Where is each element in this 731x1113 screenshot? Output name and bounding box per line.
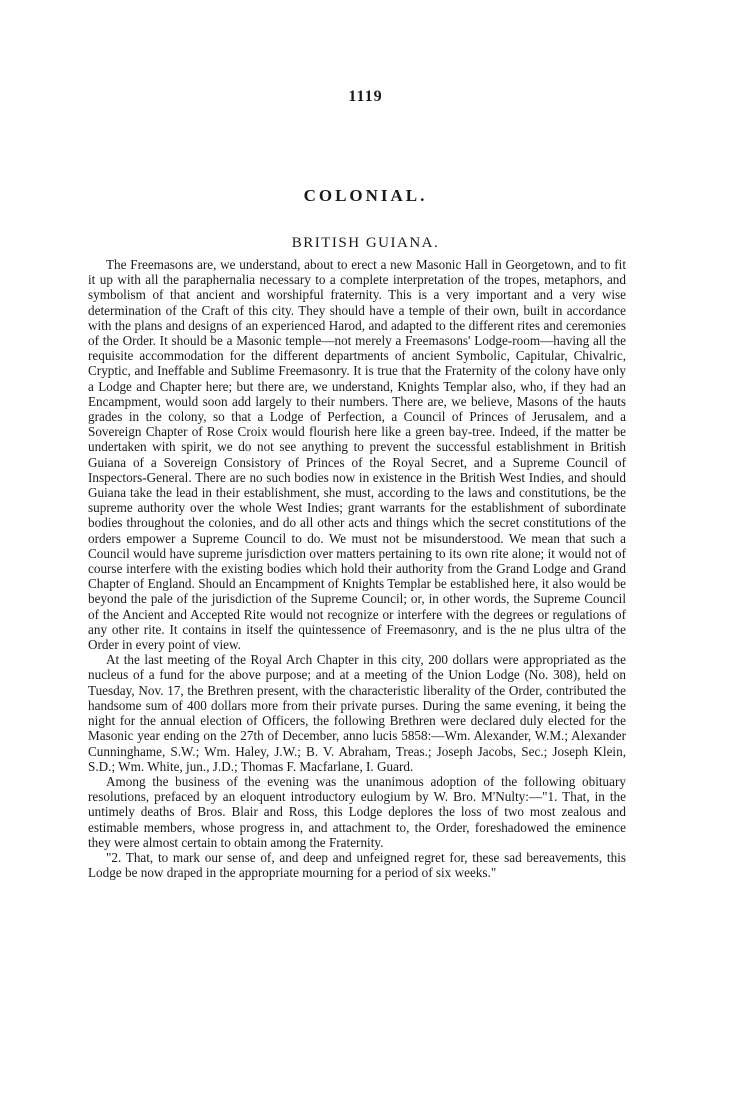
article-body [88,257,626,880]
page-number: 1119 [348,88,383,105]
paragraph: "2. That, to mark our sense of, and deep and unfeigned regret for, these sad bereavements, this Lodge be now draped in the appropriate mourning for a period of six weeks." [88,849,626,881]
section-title: COLONIAL. [303,186,428,205]
subsection-title: BRITISH GUIANA. [291,235,440,251]
paragraph: The Freemasons are, we understand, about to erect a new Masonic Hall in Georgetown, and to fit it up with all the paraphernalia necessary to a complete interpretation of the tropes, metaphors, and symbolism of that ancient and worshipful fraternity. This is a very important and a very wise determination of the Craft of this city. They should have a temple of their own, built in accordance with the plans and designs of an experienced Harod, and adapted to the different rites and ceremonies of the Order. It should be a Masonic temple—not merely a Freemasons' Lodge-room—having all the requisite accommodation for the different departments of ancient Symbolic, Capitular, Chivalric, Cryptic, and Ineffable and Sublime Freemasonry. It is true that the Fraternity of the colony have only a Lodge and Chapter here; but there are, we understand, Knights Templar also, who, if they had an Encampment, would soon add largely to their numbers. There are, we believe, Masons of the hauts grades in the colony, so that a Lodge of Perfection, a Council of Princes of Jerusalem, and a Sovereign Chapter of Rose Croix would flourish here like a green bay-tree. Indeed, if the matter be undertaken with spirit, we do not see anything to prevent the successful establishment in British Guiana of a Sovereign Consistory of Princes of the Royal Secret, and a Supreme Council of Inspectors-General. There are no such bodies now in existence in the British West Indies, and should Guiana take the lead in their establishment, she must, according to the laws and constitutions, be the supreme authority over the whole West Indies; grant warrants for the establishment of subordinate bodies throughout the colonies, and do all other acts and things which the secret constitutions of the orders empower a Supreme Council to do. We must not be misunderstood. We mean that such a Council would have supreme jurisdiction over matters pertaining to its own rite alone; it would not of course interfere with the existing bodies which hold their authority from the Grand Lodge and Grand Chapter of England. Should an Encampment of Knights Templar be established here, it also would be beyond the pale of the jurisdiction of the Supreme Council; or, in other words, the Supreme Council of the Ancient and Accepted Rite would not recognize or interfere with the degrees or regulations of any other rite. It contains in itself the quintessence of Freemasonry, and is the ne plus ultra of the Order in every point of view. [88,257,626,653]
paragraph: At the last meeting of the Royal Arch Chapter in this city, 200 dollars were appropriated as the nucleus of a fund for the above purpose; and at a meeting of the Union Lodge (No. 308), held on Tuesday, Nov. 17, the Brethren present, with the characteristic liberality of the Order, contributed the handsome sum of 400 dollars more from their private purses. During the same evening, it being the night for the annual election of Officers, the following Brethren were declared duly elected for the Masonic year ending on the 27th of December, anno lucis 5858:—Wm. Alexander, W.M.; Alexander Cunninghame, S.W.; Wm. Haley, J.W.; B. V. Abraham, Treas.; Joseph Jacobs, Sec.; Joseph Klein, S.D.; Wm. White, jun., J.D.; Thomas F. Macfarlane, I. Guard. [88,652,626,774]
paragraph: Among the business of the evening was the unanimous adoption of the following obituary resolutions, prefaced by an eloquent introductory eulogium by W. Bro. M'Nulty:—"1. That, in the untimely deaths of Bros. Blair and Ross, this Lodge deplores the loss of two most zealous and estimable members, whose progress in, and attachment to, the Order, foreshadowed the eminence they were almost certain to obtain among the Fraternity. [88,773,626,850]
